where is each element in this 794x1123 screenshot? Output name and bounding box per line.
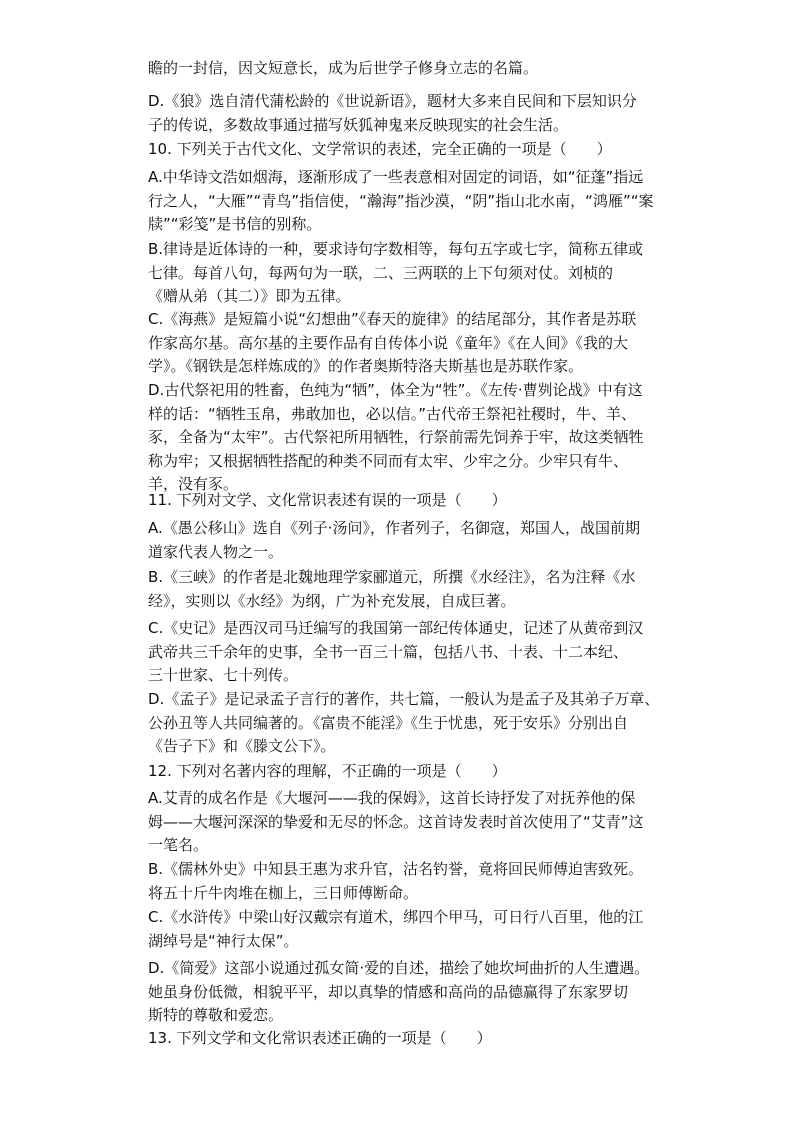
text-line: C.《海燕》是短篇小说“幻想曲”《春天的旋律》的结尾部分，其作者是苏联 [148,310,637,328]
question-stem [148,1027,708,1051]
answer-option [148,688,708,759]
text-line: 姆——大堰河深深的挚爱和无尽的怀念。这首诗发表时首次使用了“艾青”这 [148,812,644,831]
text-line: D.《简爱》这部小说通过孤女简·爱的自述，描绘了她坎坷曲折的人生遭遇。 [148,959,650,977]
answer-option [148,90,708,137]
answer-option [148,617,708,688]
text-line: B.《三峡》的作者是北魏地理学家郦道元，所撰《水经注》，名为注释《水 [148,568,636,586]
answer-option [148,238,708,309]
text-line: 斯特的尊敬和爱恋。 [148,1006,284,1024]
text-line: 子的传说，多数故事通过描写妖狐神鬼来反映现实的社会生活。 [148,115,569,134]
text-line: 称为牢；又根据牺牲搭配的种类不同而有太牢、少牢之分。少牢只有牛、 [148,451,629,470]
text-line: D.古代祭祀用的牲畜，色纯为“牺”，体全为“牲”。《左传·曹刿论战》中有这 [148,381,643,399]
text-line: 13. 下列文学和文化常识表述正确的一项是（ ） [148,1029,492,1047]
text-line: 11. 下列对文学、文化常识表述有误的一项是（ ） [148,491,507,509]
text-line: 豕，全备为“太牢”。古代祭祀所用牺牲，行祭前需先饲养于牢，故这类牺牲 [148,428,644,446]
text-line: A.中华诗文浩如烟海，逐渐形成了一些表意相对固定的词语，如“征蓬”指远 [148,168,644,186]
text-line: 《告子下》和《滕文公下》。 [148,737,336,755]
text-line: B.律诗是近体诗的一种，要求诗句字数相等，每句五字或七字，简称五律或 [148,240,644,258]
question-stem [148,138,708,162]
answer-option [148,787,708,858]
answer-option [148,906,708,953]
text-line: 将五十斤牛肉堆在枷上，三日师傅断命。 [148,883,419,902]
text-line: 10. 下列关于古代文化、文学常识的表述，完全正确的一项是（ ） [148,140,612,158]
text-line: 12. 下列对名著内容的理解，不正确的一项是（ ） [148,762,507,780]
text-line: 一笔名。 [148,836,209,854]
answer-option [148,166,708,237]
text-line: C.《史记》是西汉司马迁编写的我国第一部纪传体通史，记述了从黄帝到汉 [148,619,644,637]
text-line: 三十世家、七十列传。 [148,666,299,684]
text-line: 瞻的一封信，因文短意长，成为后世学子修身立志的名篇。 [148,59,539,77]
text-line: 行之人，“大雁”“青鸟”指信使，“瀚海”指沙漠，“阴”指山北水南，“鸿雁”“案 [148,191,654,210]
text-line: 作家高尔基。高尔基的主要作品有自传体小说《童年》《在人间》《我的大 [148,333,629,352]
text-line: 公孙丑等人共同编著的。《富贵不能淫》《生于忧患，死于安乐》分别出自 [148,713,629,732]
text-line: B.《儒林外史》中知县王惠为求升官，沽名钓誉，竟将回民师傅迫害致死。 [148,860,644,878]
text-line: D.《孟子》是记录孟子言行的著作，共七篇，一般认为是孟子及其弟子万章、 [148,690,660,708]
text-line: 《赠从弟（其二）》即为五律。 [148,287,351,305]
text-line: 她虽身份低微，相貌平平，却以真挚的情感和高尚的品德赢得了东家罗切 [148,982,629,1001]
text-line: 武帝共三千余年的史事，全书一百三十篇，包括八书、十表、十二本纪、 [148,642,629,661]
text-line: 湖绰号是“神行太保”。 [148,931,299,950]
answer-option [148,379,708,497]
text-line: A.艾青的成名作是《大堰河——我的保姆》，这首长诗抒发了对抚养他的保 [148,789,636,807]
text-line: 羊，没有豕。 [148,475,239,493]
answer-option [148,566,708,613]
text-line: 样的话：“牺牲玉帛，弗敢加也，必以信。”古代帝王祭祀社稷时，牛、羊、 [148,404,637,423]
text-line: C.《水浒传》中梁山好汉戴宗有道术，绑四个甲马，可日行八百里，他的江 [148,908,644,926]
text-line: 经》，实则以《水经》为纲，广为补充发展，自成巨著。 [148,591,516,610]
text-line: 七律。每首八句，每两句为一联，二、三两联的上下句须对仗。刘桢的 [148,263,614,282]
question-stem [148,760,708,784]
text-line: 道家代表人物之一。 [148,542,284,561]
text-line: 牍”“彩笺”是书信的别称。 [148,215,322,233]
text-line: 学》。《钢铁是怎样炼成的》的作者奥斯特洛夫斯基也是苏联作家。 [148,357,584,375]
text-line: A.《愚公移山》选自《列子·汤问》，作者列子，名御寇，郑国人，战国前期 [148,519,641,537]
paragraph-continuation [148,57,708,81]
answer-option [148,858,708,905]
text-line: D.《狼》选自清代蒲松龄的《世说新语》，题材大多来自民间和下层知识分 [148,92,637,110]
answer-option [148,517,708,564]
answer-option [148,308,708,379]
question-stem [148,489,708,513]
answer-option [148,957,708,1028]
